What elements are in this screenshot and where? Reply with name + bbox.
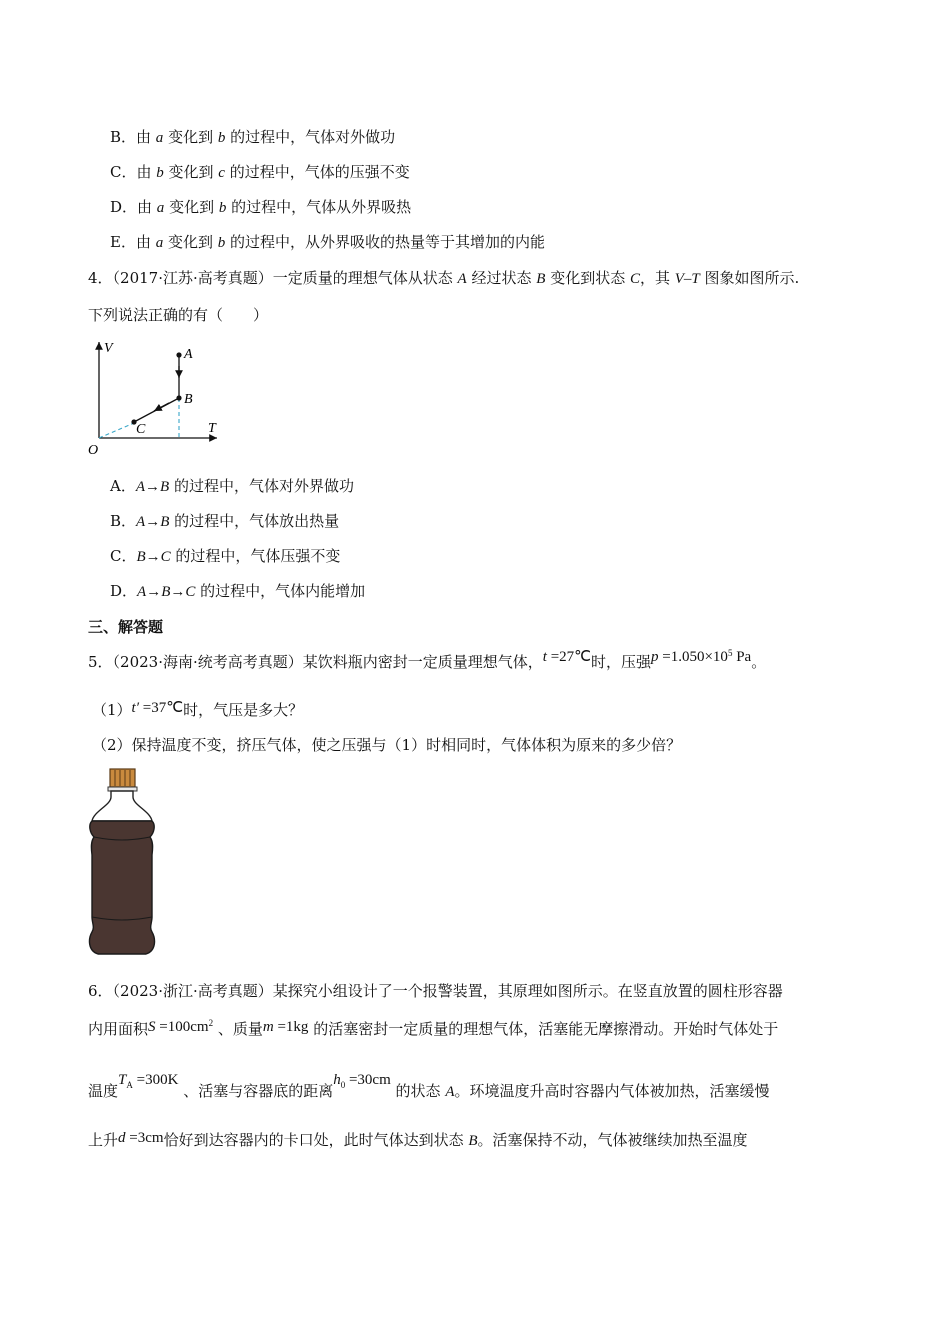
section-title: 三、解答题	[88, 618, 164, 636]
q4-option-c: C．B→C 的过程中，气体压强不变	[110, 547, 341, 565]
oc-dashed-line	[99, 423, 134, 438]
q5-temp-expr: t =27℃	[542, 649, 591, 665]
t-axis-label: T	[208, 421, 216, 436]
q6-height-expr: $h_0 =30cm$	[333, 1072, 391, 1090]
q5-pressure-expr: $p =1.050\times 10^5$ Pa	[651, 648, 752, 665]
q6-mass-expr: m =1kg	[262, 1019, 309, 1035]
arrow-b-to-c	[154, 403, 169, 411]
point-b-label: B	[184, 392, 193, 407]
q6-line1: 6．（2023·浙江·高考真题）某探究小组设计了一个报警装置，其原理如图所示。在竖直放置的圆柱形容器	[88, 982, 783, 1000]
q3-option-c: C．由 b 变化到 c 的过程中，气体的压强不变	[110, 163, 410, 181]
point-a	[176, 352, 181, 357]
q6-line3: 温度$T_A =300K$ 、活塞与容器底的距离$h_0 =30cm$ 的状态 A。环境温度升高时容器内气体被加热，活塞缓慢	[88, 1072, 770, 1100]
q6-distance-expr: d =3cm	[118, 1130, 164, 1146]
q5-sub2: （2）保持温度不变，挤压气体，使之压强与（1）时相同时，气体体积为原来的多少倍？	[92, 736, 682, 754]
origin-label: O	[88, 443, 99, 458]
q3-option-d: D．由 a 变化到 b 的过程中，气体从外界吸热	[110, 198, 412, 216]
q4-option-a: A．A→B 的过程中，气体对外界做功	[110, 477, 354, 495]
q4-stem-line2: 下列说法正确的有（ ）	[88, 306, 269, 324]
point-b	[176, 395, 181, 400]
q5-stem: 5．（2023·海南·统考高考真题）某饮料瓶内密封一定质量理想气体，t =27℃时，压强$p =1.050\times 10^5$ Pa。	[88, 648, 767, 671]
point-a-label: A	[184, 347, 193, 362]
q5-sub1-expr: t′ =37℃	[131, 700, 184, 716]
q6-area-expr: $S =100cm^2$	[148, 1018, 214, 1035]
bottle-illustration	[86, 767, 158, 957]
q4-option-d: D．A→B→C 的过程中，气体内能增加	[110, 582, 366, 600]
q6-temp-a-expr: $T_A =300K$	[118, 1072, 179, 1090]
point-c-label: C	[136, 422, 146, 437]
v-axis-label: V	[104, 341, 113, 356]
q6-line4: 上升d =3cm恰好到达容器内的卡口处，此时气体达到状态 B。活塞保持不动，气体被继续加热至温度	[88, 1130, 748, 1149]
q5-sub1: （1）t′ =37℃时，气压是多大？	[92, 700, 304, 719]
bottle-neck	[92, 791, 152, 821]
vt-diagram	[84, 336, 229, 460]
q3-option-b: B．由 a 变化到 b 的过程中，气体对外做功	[110, 128, 396, 146]
q6-line2: 内用面积$S =100cm^2$ 、质量m =1kg 的活塞密封一定质量的理想气体，活塞能无摩擦滑动。开始时气体处于	[88, 1018, 779, 1038]
bottle-cap	[110, 769, 135, 787]
q4-stem-line1: 4．（2017·江苏·高考真题）一定质量的理想气体从状态 A 经过状态 B 变化到状态 C，其 V–T 图象如图所示.	[88, 269, 800, 287]
bottle-liquid	[90, 821, 155, 954]
q4-option-b: B．A→B 的过程中，气体放出热量	[110, 512, 340, 530]
q3-option-e: E．由 a 变化到 b 的过程中，从外界吸收的热量等于其增加的内能	[110, 233, 546, 251]
